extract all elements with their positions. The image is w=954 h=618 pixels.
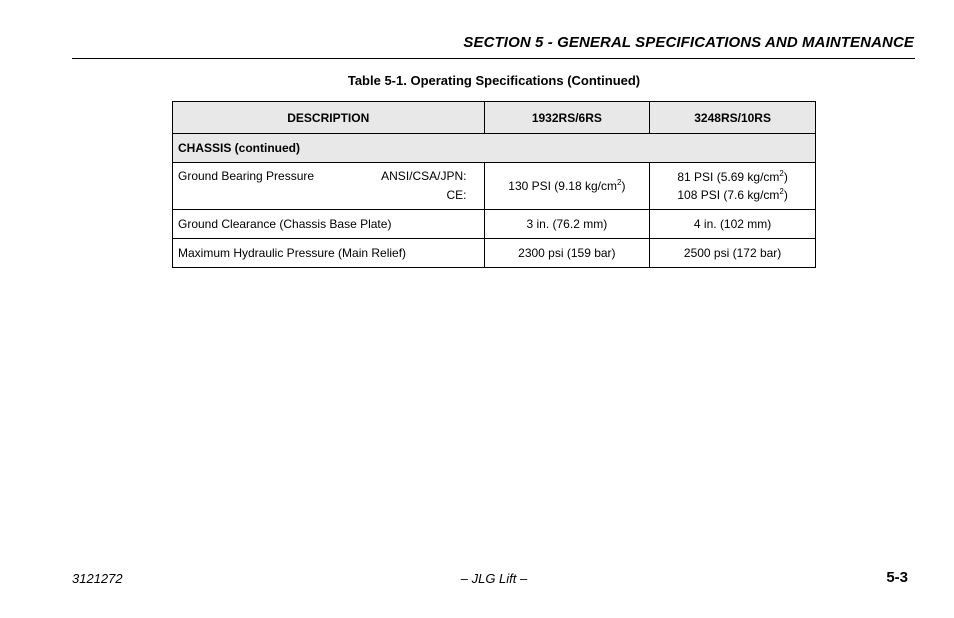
value-text-end: ) [783,170,788,184]
section-title: SECTION 5 - GENERAL SPECIFICATIONS AND MAINTENANCE [463,34,914,51]
value-superscript: 2 [779,169,784,178]
table-header-row [173,102,816,134]
value-superscript: 2 [617,178,622,187]
header-divider [72,58,915,59]
description-ground-clearance: Ground Clearance (Chassis Base Plate) [173,210,485,239]
value-3248rs: 2500 psi (172 bar) [650,239,816,268]
column-header-description: DESCRIPTION [173,102,485,134]
row-description [173,163,485,210]
standard-ansi: ANSI/CSA/JPN: [381,169,467,183]
operating-specifications-table [172,101,816,268]
value-text-end: ) [783,188,788,202]
value-text: 108 PSI (7.6 kg/cm [677,188,780,202]
standards-labels [381,167,478,205]
table-row [173,163,816,210]
document-number: 3121272 [72,571,123,586]
table-row [173,210,816,239]
group-row [173,134,816,163]
footer-brand: – JLG Lift – [460,571,528,586]
value-text-end: ) [621,179,626,193]
standard-ce: CE: [446,188,467,202]
description-max-hydraulic-pressure: Maximum Hydraulic Pressure (Main Relief) [173,239,485,268]
table-row [173,239,816,268]
table-caption: Table 5-1. Operating Specifications (Continued) [347,73,641,88]
value-text: 81 PSI (5.69 kg/cm [677,170,780,184]
value-3248rs [650,163,816,210]
column-header-3248rs: 3248RS/10RS [650,102,816,134]
group-label-chassis: CHASSIS (continued) [173,134,816,163]
value-1932rs: 3 in. (76.2 mm) [484,210,650,239]
column-header-1932rs: 1932RS/6RS [484,102,650,134]
value-superscript: 2 [779,187,784,196]
value-1932rs [484,163,650,210]
description-ground-bearing-pressure: Ground Bearing Pressure [178,169,315,183]
page-number: 5-3 [886,569,908,586]
value-3248rs: 4 in. (102 mm) [650,210,816,239]
value-1932rs: 2300 psi (159 bar) [484,239,650,268]
value-text: 130 PSI (9.18 kg/cm [508,179,617,193]
